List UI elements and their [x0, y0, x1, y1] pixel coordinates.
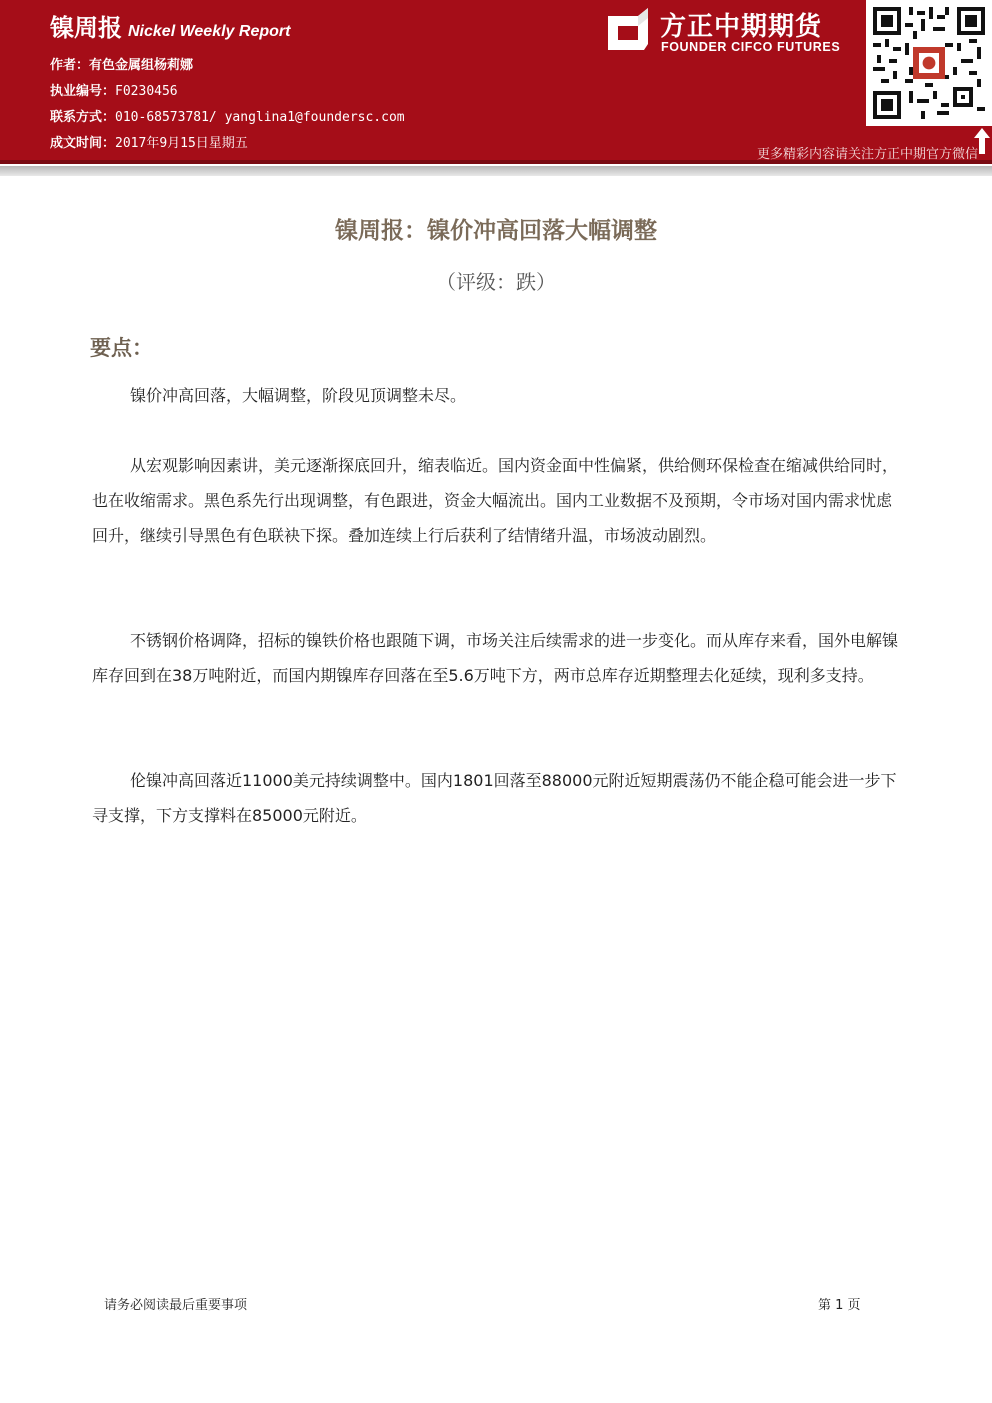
- contact-line: [50, 106, 405, 125]
- license-label: 执业编号：: [50, 84, 116, 99]
- logo-text-en: FOUNDER CIFCO FUTURES: [661, 40, 841, 54]
- company-logo: [604, 6, 862, 58]
- qr-code-icon: [873, 7, 985, 119]
- report-title-en: Nickel Weekly Report: [128, 23, 291, 40]
- founder-logo-icon: [604, 6, 652, 54]
- paragraph-summary: 镍价冲高回落，大幅调整，阶段见顶调整未尽。: [130, 386, 467, 405]
- date-value: 2017年9月15日星期五: [115, 136, 248, 151]
- license-value: F0230456: [115, 84, 178, 99]
- license-line: [50, 80, 178, 99]
- report-title: [50, 8, 290, 43]
- date-line: [50, 132, 248, 151]
- author-line: [50, 54, 193, 73]
- report-title-cn: 镍周报: [50, 14, 122, 42]
- follow-wechat-text[interactable]: 更多精彩内容请关注方正中期官方微信: [756, 147, 978, 162]
- header-shadow-bar: [0, 166, 992, 176]
- author-label: 作者：: [50, 58, 90, 73]
- paragraph-inventory: 不锈钢价格调降，招标的镍铁价格也跟随下调，市场关注后续需求的进一步变化。而从库存来看，国外电解镍库存回到在38万吨附近，而国内期镍库存回落在至5.6万吨下方，两市总库存近期整理去化延续，现利多支持。: [92, 631, 899, 685]
- page-number: 第 1 页: [818, 1298, 861, 1313]
- qr-code[interactable]: [866, 0, 992, 126]
- section-heading: 要点：: [90, 336, 153, 360]
- date-label: 成文时间：: [50, 136, 116, 151]
- rating: （评级：跌）: [436, 270, 556, 294]
- footer-notice: 请务必阅读最后重要事项: [104, 1298, 248, 1313]
- logo-text-cn: 方正中期期货: [660, 12, 823, 42]
- author-value: 有色金属组杨莉娜: [89, 58, 194, 73]
- paragraph-price-outlook: 伦镍冲高回落近11000美元持续调整中。国内1801回落至88000元附近短期震荡仍不能企稳可能会进一步下寻支撑，下方支撑料在85000元附近。: [92, 771, 897, 825]
- contact-value[interactable]: 010-68573781/ yanglina1@foundersc.com: [115, 110, 405, 125]
- document-title: 镍周报：镍价冲高回落大幅调整: [335, 217, 657, 244]
- contact-label: 联系方式：: [50, 110, 116, 125]
- paragraph-macro: 从宏观影响因素讲，美元逐渐探底回升，缩表临近。国内资金面中性偏紧，供给侧环保检查在缩减供给同时，也在收缩需求。黑色系先行出现调整，有色跟进，资金大幅流出。国内工业数据不及预期，令市场对国内需求忧虑回升，继续引导黑色有色联袂下探。叠加连续上行后获利了结情绪升温，市场波动剧烈。: [92, 456, 899, 545]
